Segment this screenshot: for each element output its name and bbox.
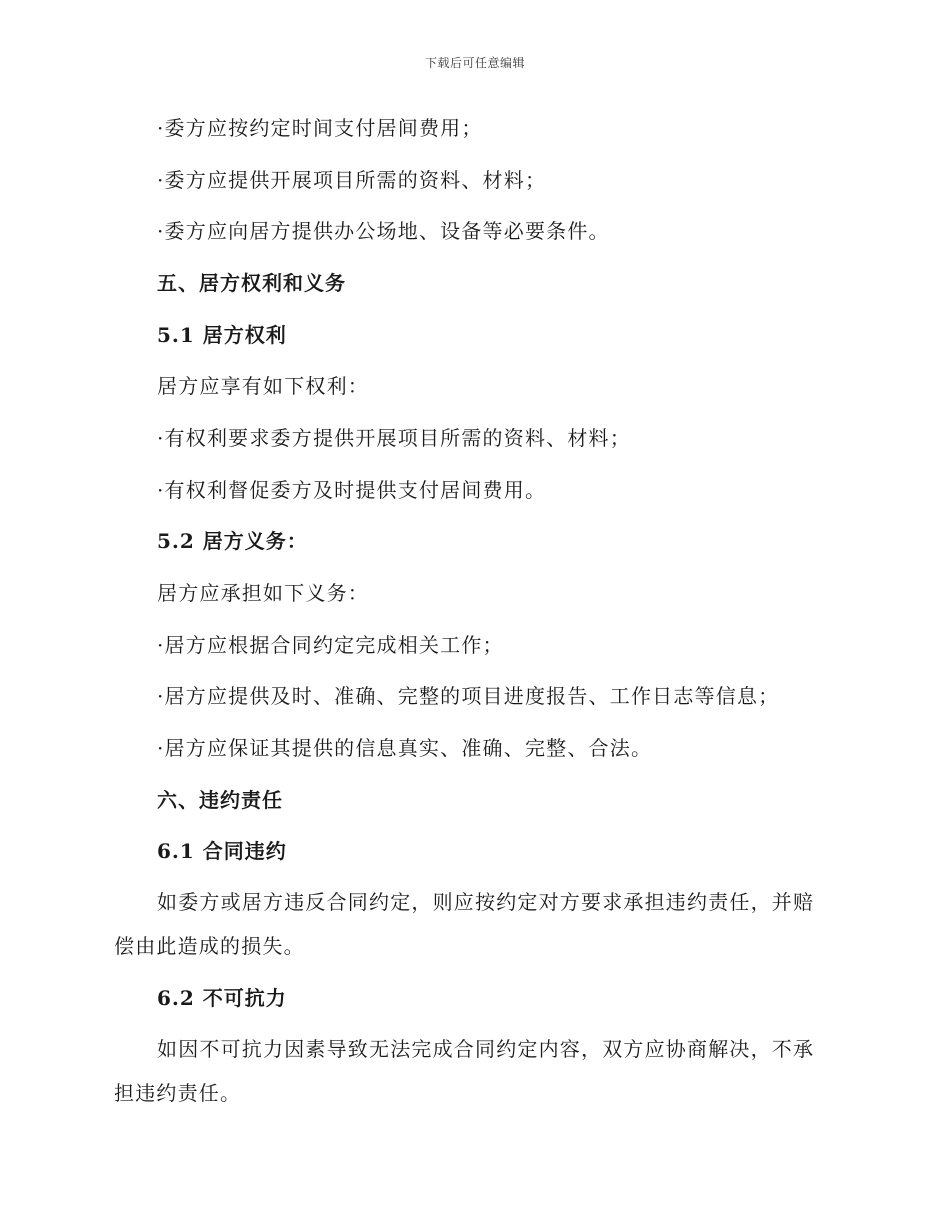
list-item: ·委方应提供开展项目所需的资料、材料； <box>157 168 547 192</box>
subsection-heading: 6.1 合同违约 <box>157 839 287 863</box>
paragraph: 如委方或居方违反合同约定，则应按约定对方要求承担违约责任，并赔偿由此造成的损失。 <box>114 890 815 958</box>
list-item: ·居方应提供及时、准确、完整的项目进度报告、工作日志等信息； <box>157 684 780 708</box>
subsection-heading: 5.2 居方义务： <box>157 529 308 553</box>
section-heading: 六、违约责任 <box>157 788 283 812</box>
section-heading: 五、居方权利和义务 <box>157 271 346 295</box>
page-header: 下载后可任意编辑 <box>424 56 525 70</box>
list-item: ·有权利督促委方及时提供支付居间费用。 <box>157 478 547 502</box>
list-item: ·居方应保证其提供的信息真实、准确、完整、合法。 <box>157 736 653 760</box>
subsection-heading: 6.2 不可抗力 <box>157 986 287 1010</box>
list-item: ·有权利要求委方提供开展项目所需的资料、材料； <box>157 426 631 450</box>
subsection-heading: 5.1 居方权利 <box>157 323 287 347</box>
paragraph-intro: 居方应享有如下权利： <box>157 374 369 398</box>
paragraph-intro: 居方应承担如下义务： <box>157 581 369 605</box>
list-item: ·委方应按约定时间支付居间费用； <box>157 116 483 140</box>
list-item: ·居方应根据合同约定完成相关工作； <box>157 633 504 657</box>
list-item: ·委方应向居方提供办公场地、设备等必要条件。 <box>157 219 610 243</box>
paragraph: 如因不可抗力因素导致无法完成合同约定内容，双方应协商解决，不承担违约责任。 <box>114 1037 815 1105</box>
